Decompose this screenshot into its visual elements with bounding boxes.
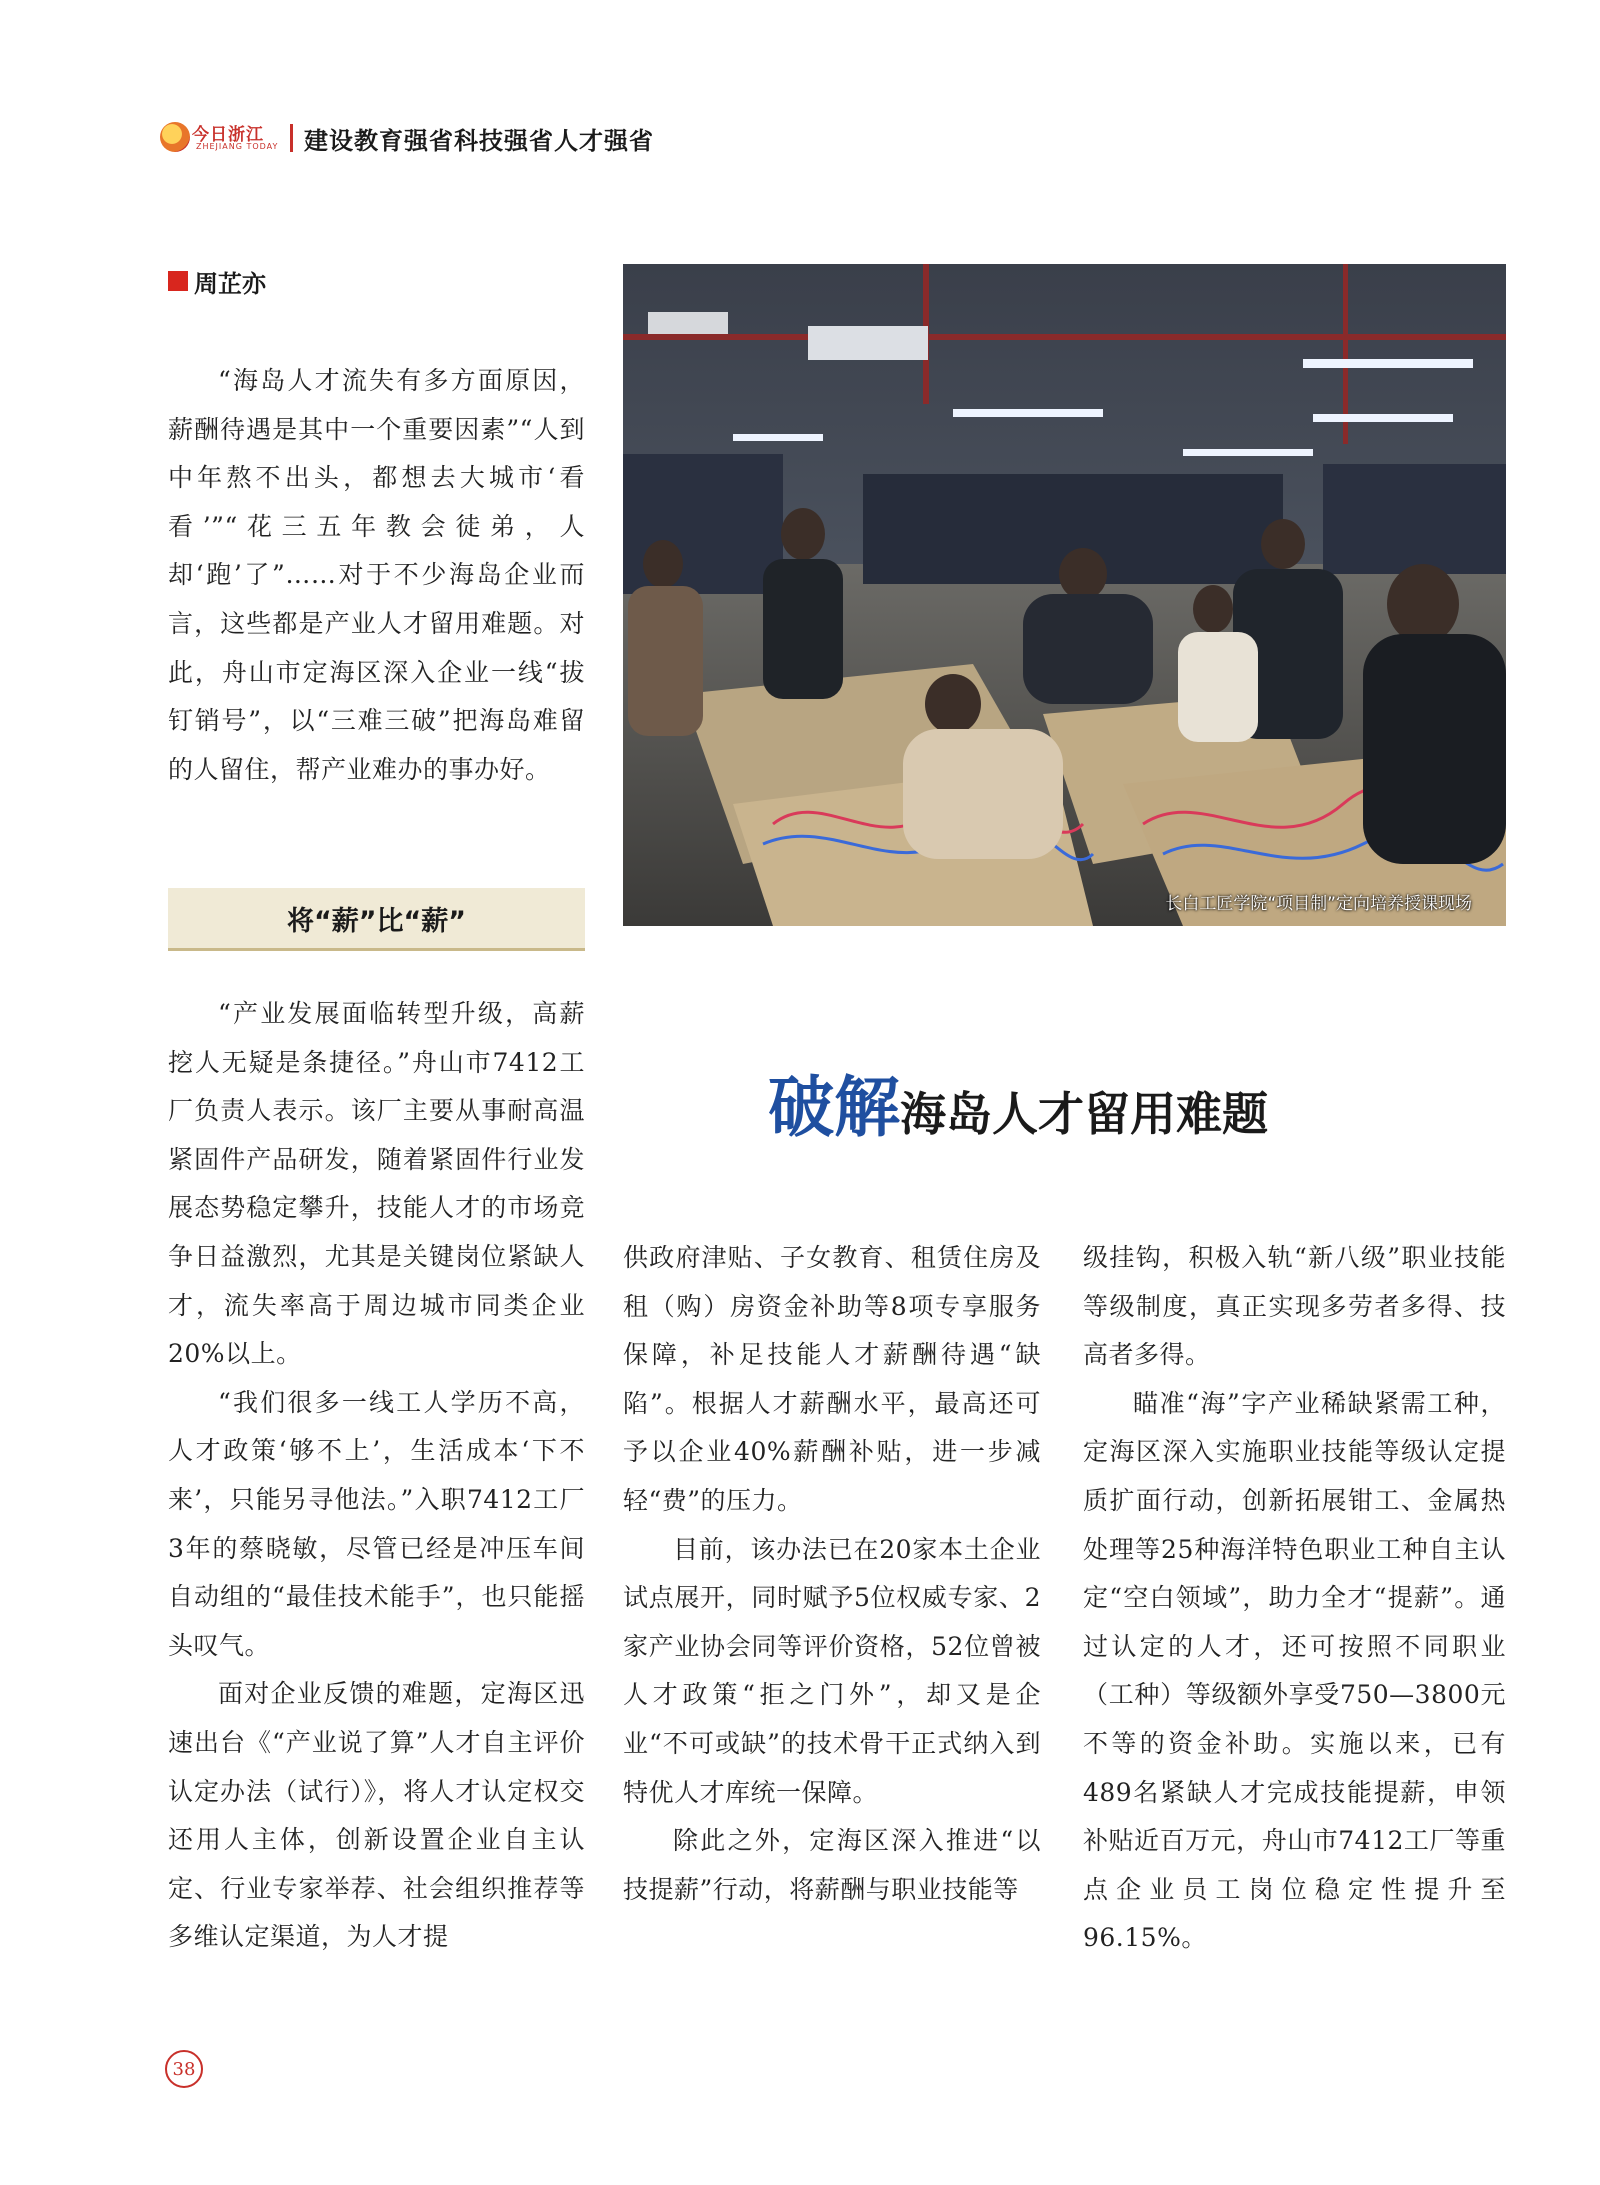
column-1-paragraph: 面对企业反馈的难题，定海区迅速出台《“产业说了算”人才自主评价认定办法（试行）》，将人才认定权交还用人主体，创新设置企业自主认定、行业专家举荐、社会组织推荐等多维认定渠道，为人才提 [168,1679,585,1952]
column-3-paragraph: 级挂钩，积极入轨“新八级”职业技能等级制度，真正实现多劳者多得、技高者多得。 [1083,1243,1506,1370]
subheading-box [168,888,585,951]
column-2-paragraph: 目前，该办法已在20家本土企业试点展开，同时赋予5位权威专家、2家产业协会同等评价资格，52位曾被人才政策“拒之门外”，却又是企业“不可或缺”的技术骨干正式纳入到特优人才库统一保障。 [623,1534,1041,1807]
classroom-photo [623,264,1506,926]
column-1 [168,990,585,1962]
sun-logo-icon [160,122,190,152]
header-divider [290,124,293,152]
title-rest: 海岛人才留用难题 [900,1087,1268,1141]
page-number: 38 [165,2050,203,2088]
column-2-paragraph: 除此之外，定海区深入推进“以技提薪”行动，将薪酬与职业技能等 [623,1826,1041,1904]
classroom-photo-illustration [623,264,1506,926]
column-1-paragraph: “我们很多一线工人学历不高，人才政策‘够不上’，生活成本‘下不来’，只能另寻他法。”入职7412工厂3年的蔡晓敏，尽管已经是冲压车间自动组的“最佳技术能手”，也只能摇头叹气。 [168,1387,585,1660]
section-title: 建设教育强省科技强省人才强省 [304,127,654,155]
column-2-paragraph: 供政府津贴、子女教育、租赁住房及租（购）房资金补助等8项专享服务保障，补足技能人才薪酬待遇“缺陷”。根据人才薪酬水平，最高还可予以企业40%薪酬补贴，进一步减轻“费”的压力。 [623,1243,1041,1515]
author-marker-icon [168,271,188,291]
logo-chinese-text: 今日浙江 [192,125,264,145]
logo-english-text: ZHEJIANG TODAY [196,142,279,151]
article-title [768,1054,1268,1149]
intro-paragraph: “海岛人才流失有多方面原因，薪酬待遇是其中一个重要因素”“人到中年熬不出头，都想去大城市‘看看’”“花三五年教会徒弟，人却‘跑’了”……对于不少海岛企业而言，这些都是产业人才留用难题。对此，舟山市定海区深入企业一线“拔钉销号”，以“三难三破”把海岛难留的人留住，帮产业难办的事办好。 [168,366,585,784]
column-3 [1083,1234,1506,1963]
column-3-paragraph: 瞄准“海”字产业稀缺紧需工种，定海区深入实施职业技能等级认定提质扩面行动，创新拓展钳工、金属热处理等25种海洋特色职业工种自主认定“空白领域”，助力全才“提薪”。通过认定的人才，还可按照不同职业（工种）等级额外享受750—3800元不等的资金补助。实施以来，已有489名紧缺人才完成技能提薪，申领补贴近百万元，舟山市7412工厂等重点企业员工岗位稳定性提升至96.15%。 [1083,1388,1506,1953]
title-highlight: 破解 [768,1069,900,1146]
column-2 [623,1234,1041,1914]
author-name: 周芷亦 [194,270,266,298]
photo-caption: 长白工匠学院“项目制”定向培养授课现场 [1165,894,1472,914]
column-1-paragraph: “产业发展面临转型升级，高薪挖人无疑是条捷径。”舟山市7412工厂负责人表示。该厂主要从事耐高温紧固件产品研发，随着紧固件行业发展态势稳定攀升，技能人才的市场竞争日益激烈，尤其是关键岗位紧缺人才，流失率高于周边城市同类企业20%以上。 [168,999,585,1369]
subheading-text: 将“薪”比“薪” [287,905,466,937]
magazine-logo [160,118,290,164]
